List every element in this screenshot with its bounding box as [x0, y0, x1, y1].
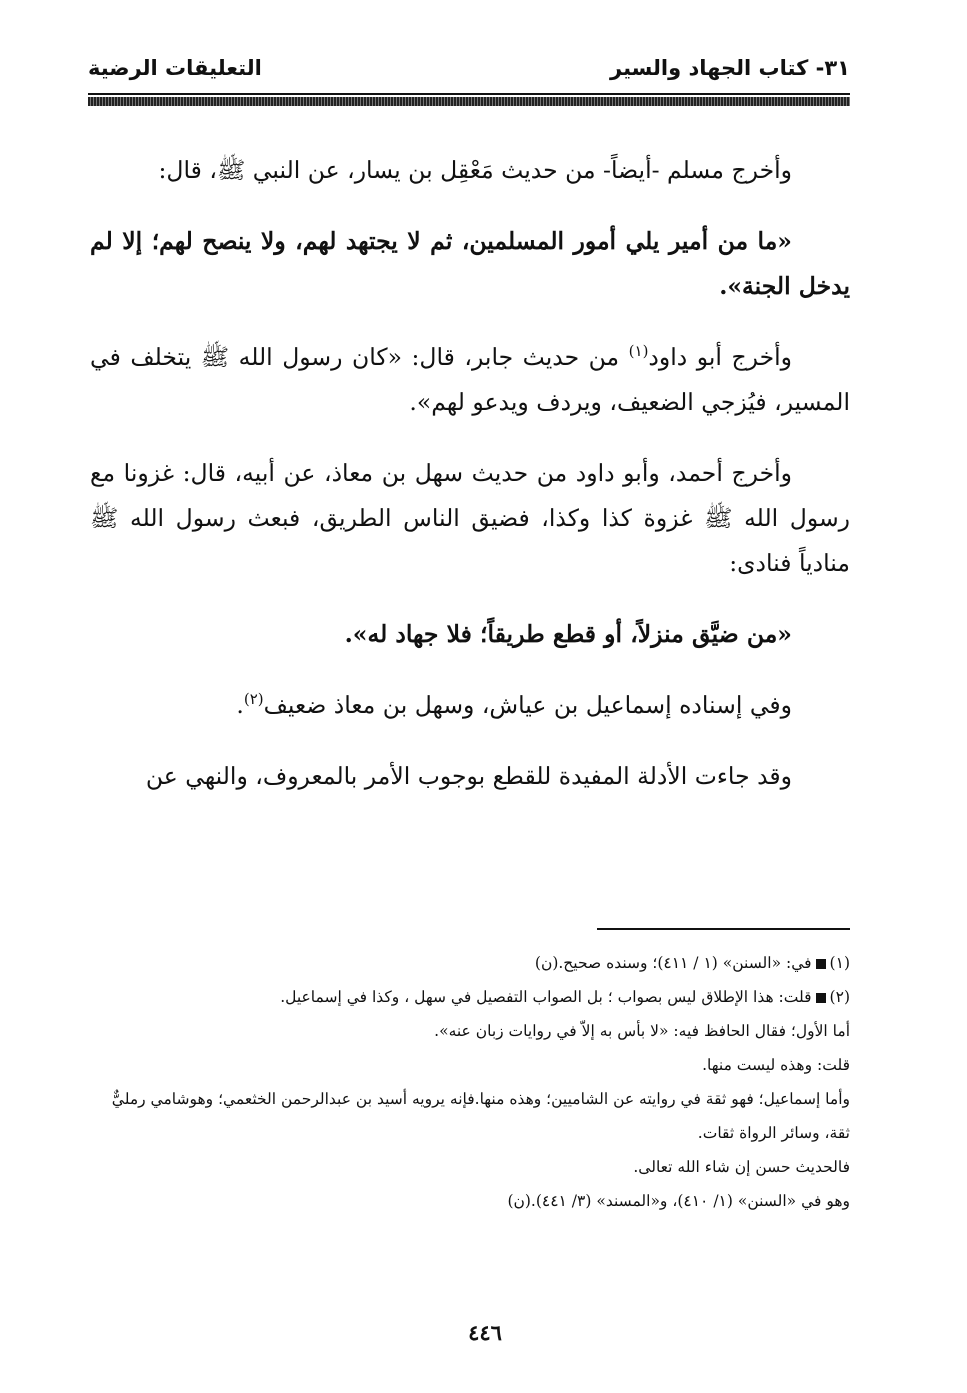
- footnote-ref-2[interactable]: (٢): [243, 690, 264, 709]
- footnote-ref-1[interactable]: (١): [628, 342, 649, 361]
- paragraph-text: وفي إسناده إسماعيل بن عياش، وسهل بن معاذ ضعيف: [263, 691, 792, 719]
- hadith-quote-amir: «ما من أمير يلي أمور المسلمين، ثم لا يجتهد لهم، ولا ينصح لهم؛ إلا لم يدخل الجنة».: [90, 227, 850, 300]
- page-number: ٤٤٦: [468, 1320, 502, 1345]
- footnote-2-line: وهو في «السنن» (١/ ٤١٠)، و«المسند» (٣/ ٤٤١).(ن): [507, 1192, 850, 1210]
- paragraph-ahmad-narration: وأخرج أحمد، وأبو داود من حديث سهل بن معاذ، عن أبيه، قال: غزونا مع رسول الله ﷺ غزوة كذا وكذا، فضيق الناس الطريق، فبعث رسول الله ﷺ منادياً فنادى:: [90, 459, 850, 577]
- footnote-1: [90, 946, 850, 980]
- running-header: [88, 56, 850, 90]
- footnote-text: قلت: هذا الإطلاق ليس بصواب ؛ بل الصواب التفصيل في سهل ، وكذا في إسماعيل.: [280, 988, 812, 1006]
- main-text: [90, 148, 850, 825]
- header-rule: [88, 93, 850, 95]
- footnote-2-line: قلت: وهذه ليست منها.: [702, 1056, 850, 1074]
- footnote-text: في: «السنن» (١ / ٤١١)؛ وسنده صحيح.(ن): [534, 954, 812, 972]
- footnote-number: (١): [829, 954, 850, 972]
- paragraph-text: .: [236, 691, 244, 719]
- footnote-2: [90, 980, 850, 1014]
- footnotes: [90, 946, 850, 1218]
- chapter-title: ٣١- كتاب الجهاد والسير: [610, 56, 850, 80]
- paragraph-evidence: وقد جاءت الأدلة المفيدة للقطع بوجوب الأمر بالمعروف، والنهي عن: [145, 762, 792, 790]
- header-ornament-band: [88, 97, 850, 106]
- square-marker-icon: [816, 993, 826, 1003]
- paragraph-text: من حديث جابر، قال: «كان رسول الله ﷺ يتخلف في المسير، فيُزجي الضعيف، ويردف ويدعو لهم».: [90, 343, 850, 416]
- footnote-2-line: أما الأول؛ فقال الحافظ فيه: «لا بأس به إلاّ في روايات زبان عنه».: [434, 1022, 850, 1040]
- footnote-separator: [597, 928, 850, 930]
- footnote-2-line: وأما إسماعيل؛ فهو ثقة في روايته عن الشاميين؛ وهذه منها.فإنه يرويه أسيد بن عبدالرحمن الخثعمي؛ وهوشامي رمليٌّ ثقة، وسائر الرواة ثقات.: [111, 1090, 850, 1142]
- square-marker-icon: [816, 959, 826, 969]
- paragraph-muslim-narration: وأخرج مسلم -أيضاً- من حديث مَعْقِل بن يسار، عن النبي ﷺ، قال:: [158, 156, 792, 184]
- footnote-number: (٢): [829, 988, 850, 1006]
- book-title: التعليقات الرضية: [88, 56, 262, 80]
- paragraph-abu-dawud-narration: [90, 335, 850, 425]
- paragraph-isnad-note: [90, 683, 850, 728]
- footnote-2-line: فالحديث حسن إن شاء الله تعالى.: [633, 1158, 850, 1176]
- paragraph-text: وأخرج أبو داود: [648, 343, 792, 371]
- hadith-quote-jihad: «من ضيَّق منزلاً، أو قطع طريقاً؛ فلا جهاد له».: [344, 620, 792, 648]
